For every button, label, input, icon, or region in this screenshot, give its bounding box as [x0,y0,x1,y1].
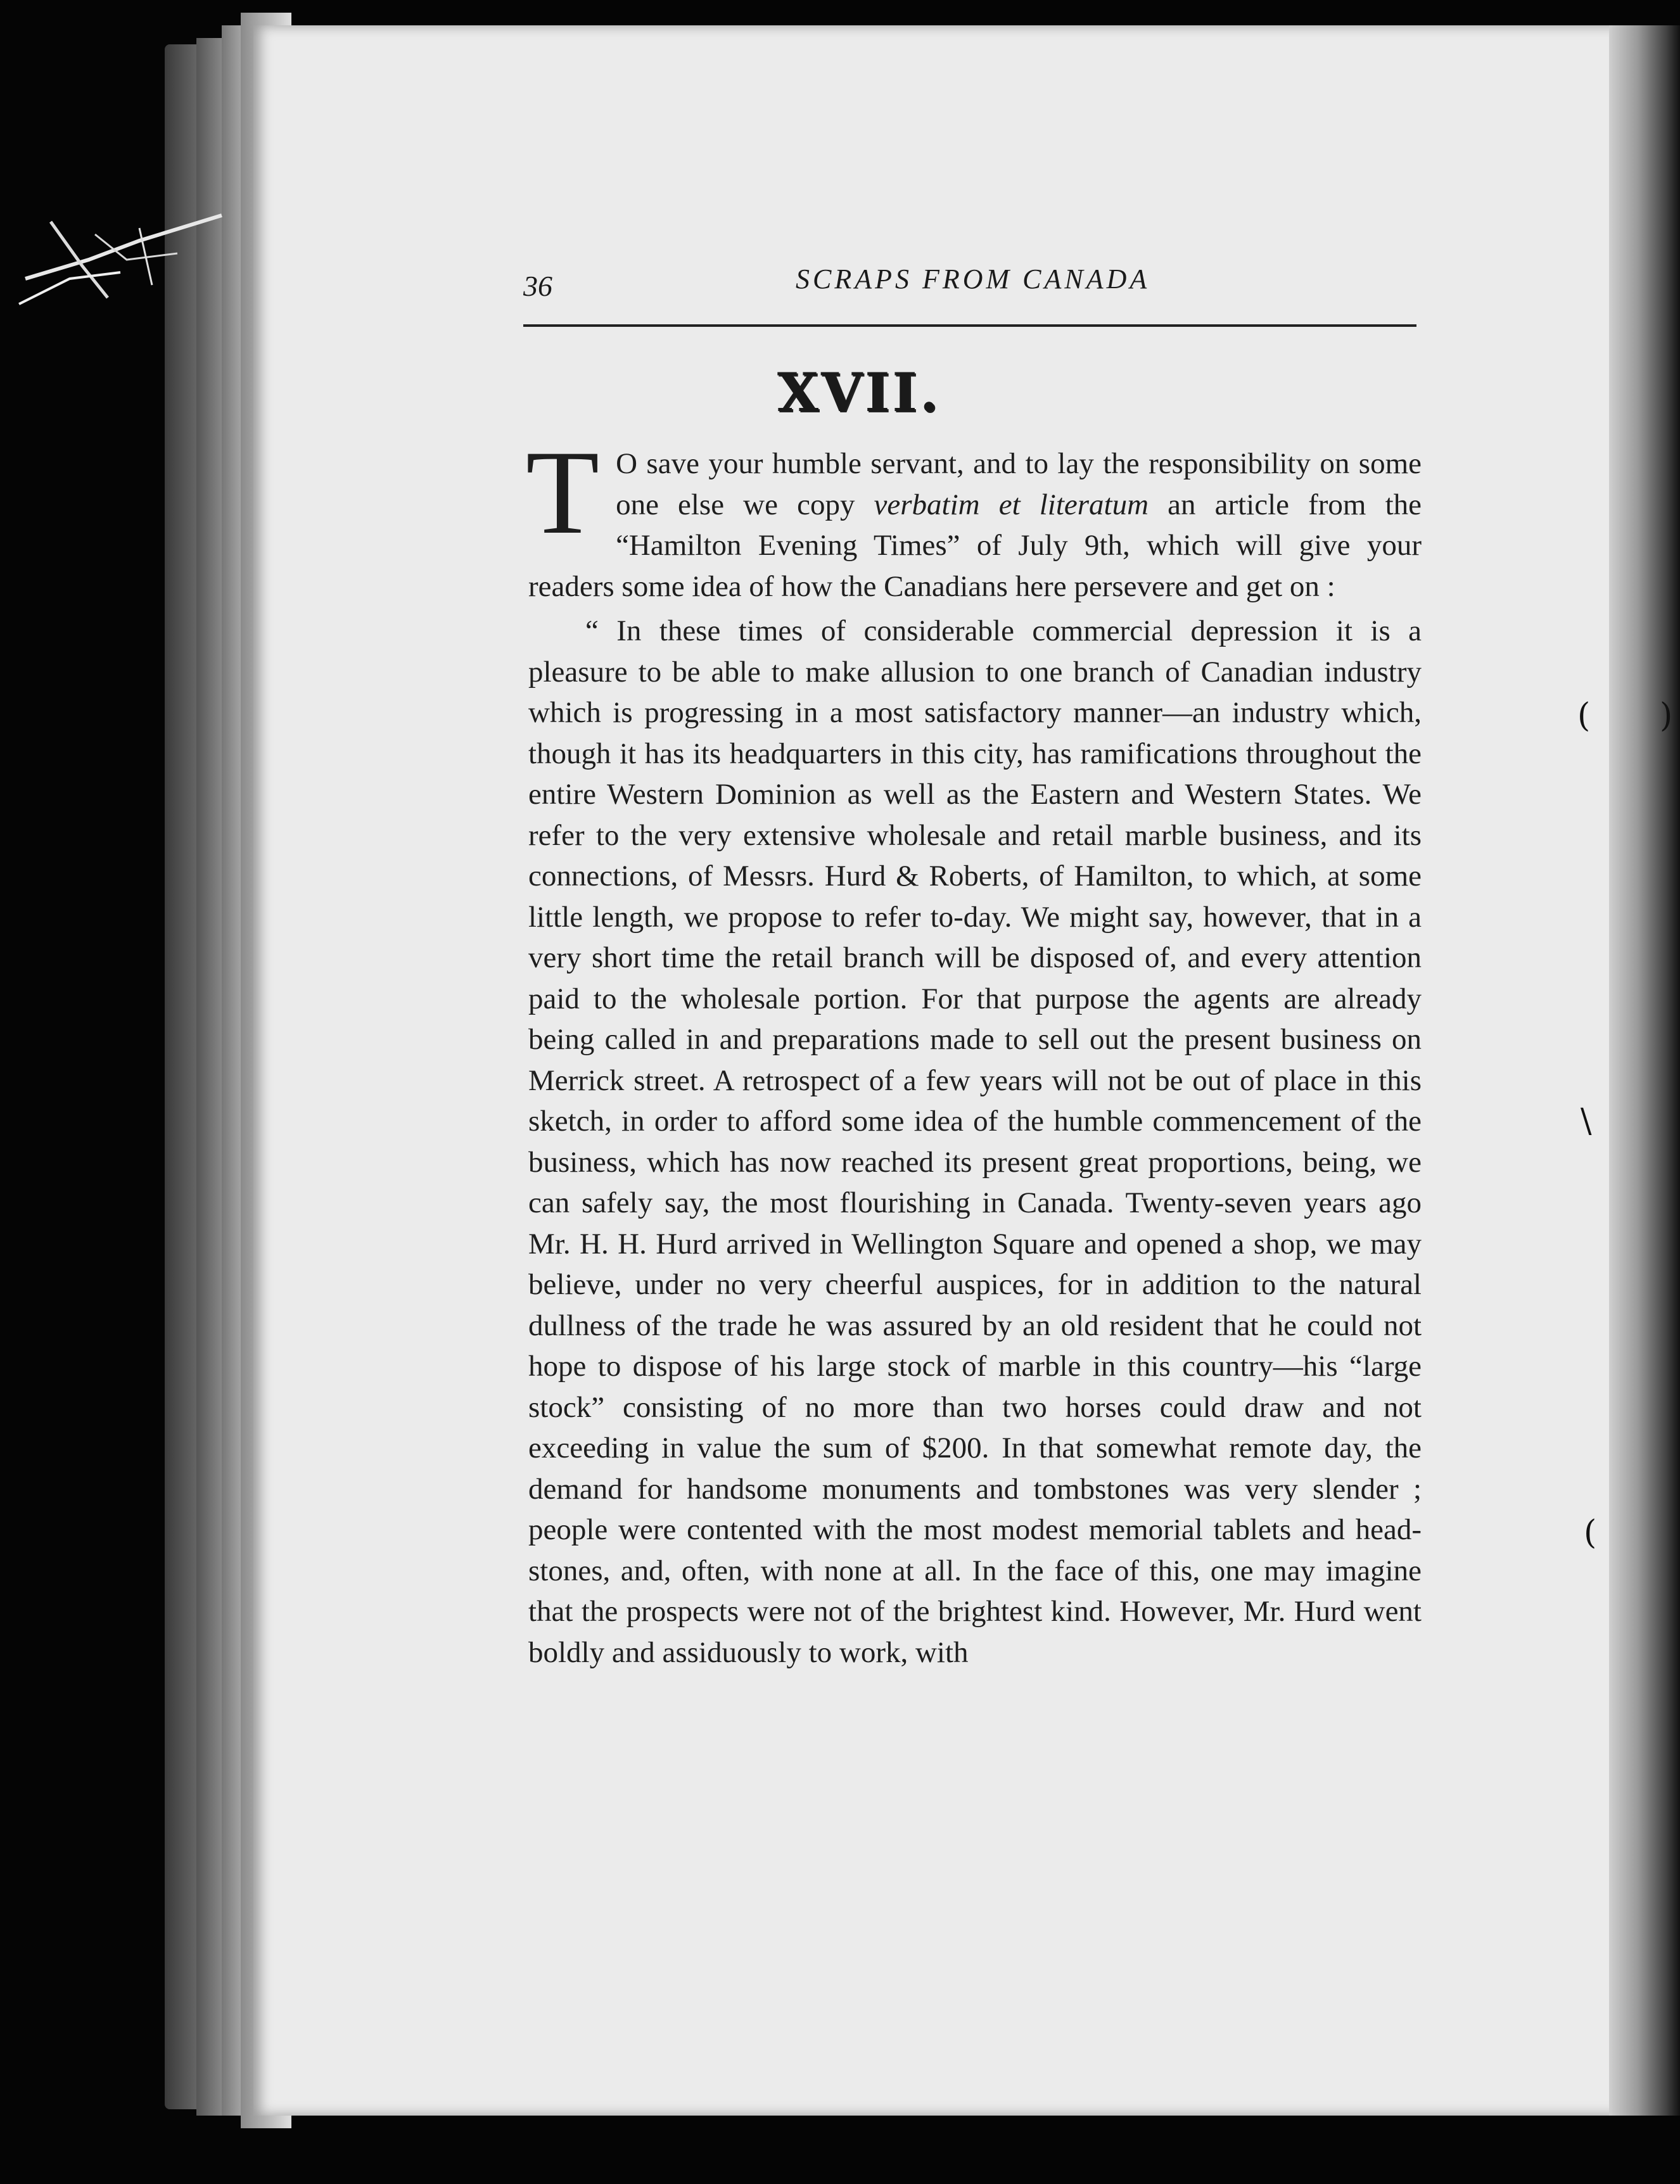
facing-page-edge [1609,25,1680,2116]
page-number: 36 [523,270,552,302]
bleed-mark: \ [1581,1102,1592,1140]
paper-fiber-debris [13,203,228,317]
header-rule [523,324,1416,327]
article-body [526,426,1422,1673]
bleed-mark: ( [1584,1514,1597,1552]
intro-paragraph [526,426,1422,607]
running-head: SCRAPS FROM CANADA [796,263,1150,295]
drop-cap: T [526,426,600,559]
page-header [523,250,1416,307]
intro-text-2: an article from the “Hamilton Evening Times” of July 9th, which will give your readers some idea of how the Canadians here persevere and get on : [528,488,1422,603]
bleed-mark: ) [1660,697,1673,735]
bleed-mark: ( [1577,697,1591,735]
intro-italic-phrase: verbatim et literatum [874,488,1149,521]
intro-text-1: O save your humble servant, and to lay the responsibility on some one else we copy [616,447,1422,521]
chapter-heading: XVII. [777,361,941,424]
quoted-paragraph: “ In these times of considerable commercial depression it is a pleasure to be able to make allusion to one branch of Canadian industry which is progressing in a most satisfactory manner—an industry which, though it has its headquarters in this city, has ramifications throughout the entire Western Dominion as well as the Eastern and Western States. We refer to the very extensive wholesale and retail marble business, and its connections, of Messrs. Hurd & Roberts, of Hamilton, to which, at some little length, we propose to refer to-day. We might say, however, that in a very short time the retail branch will be disposed of, and every attention paid to the wholesale portion. For that purpose the agents are already being called in and preparations made to sell out the present business on Merrick street. A retrospect of a few years will not be out of place in this sketch, in order to afford some idea of the humble commencement of the business, which has now reached its present great proportions, being, we can safely say, the most flourishing in Canada. Twenty-seven years ago Mr. H. H. Hurd arrived in Wellington Square and opened a shop, we may believe, under no very cheerful auspices, for in addition to the natural dullness of the trade he was assured by an old resident that he could not hope to dispose of his large stock of marble in this country—his “large stock” consisting of no more than two horses could draw and not exceeding in value the sum of $200. In that somewhat remote day, the demand for handsome monuments and tombstones was very slender ; people were contented with the most modest memorial tablets and head-stones, and, often, with none at all. In the face of this, one may imagine that the prospects were not of the brightest kind. However, Mr. Hurd went boldly and assiduously to work, with [528,614,1422,1669]
